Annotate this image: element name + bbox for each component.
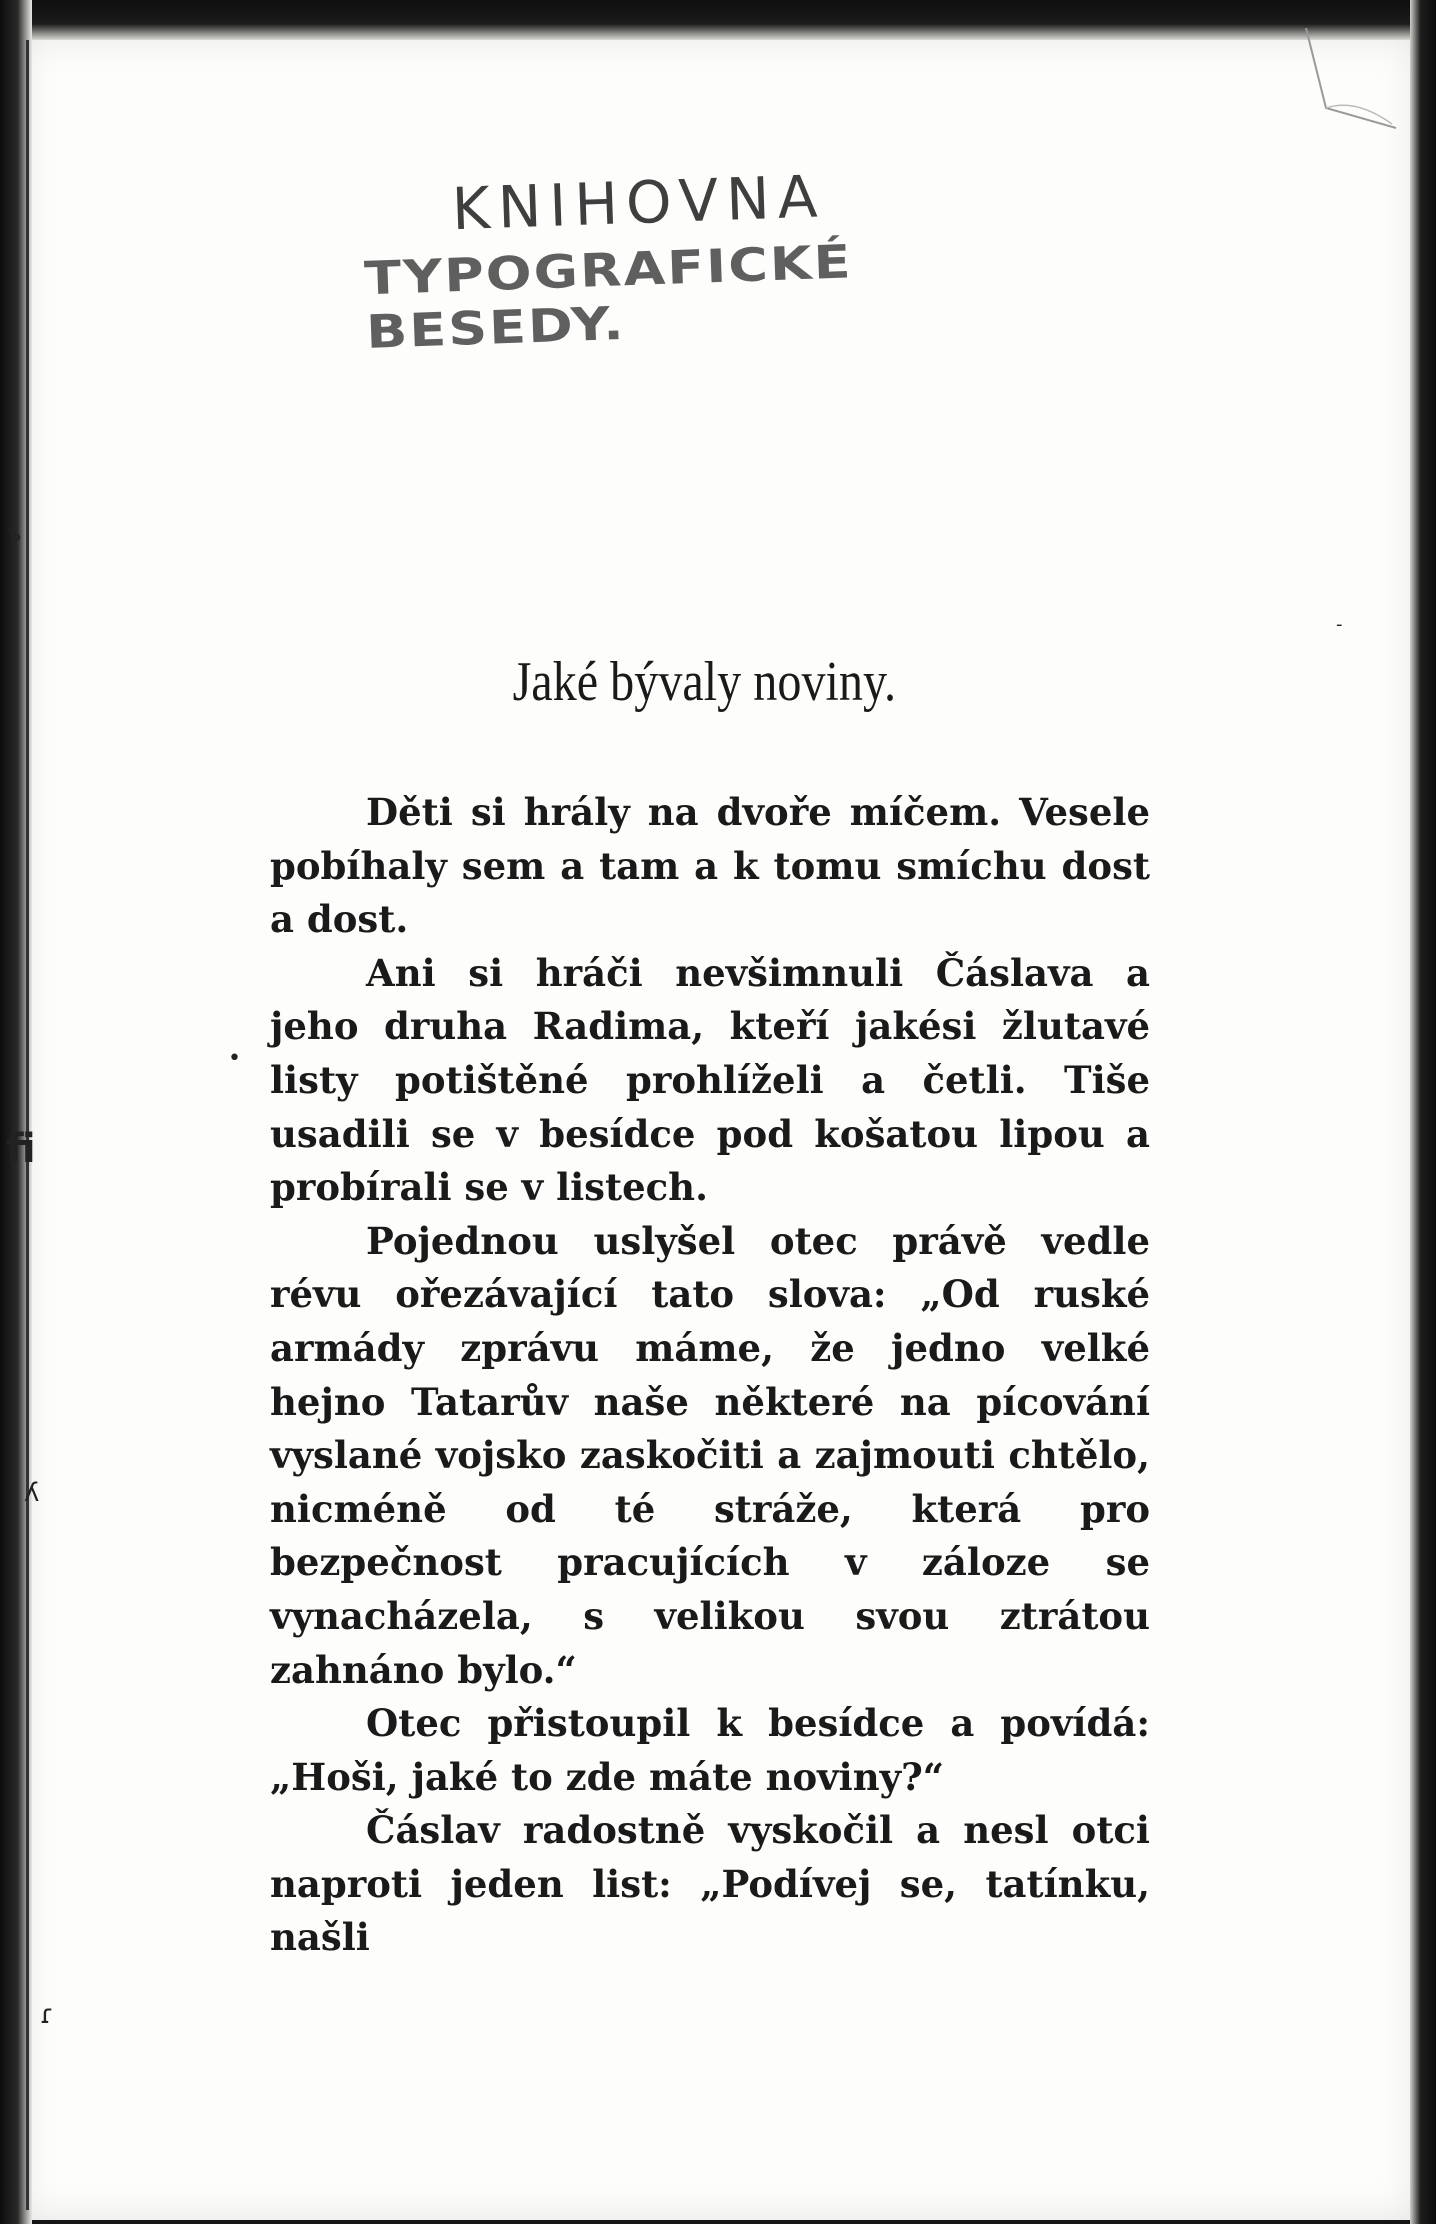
chapter-title: Jaké bývaly noviny. [512,651,896,713]
right-scan-border [1410,0,1436,2224]
corner-fold-mark [1296,28,1406,138]
paragraph: Čáslav radostně vyskočil a nesl otci naproti jeden list: „Podívej se, tatínku, našli [270,1808,1150,1960]
scanned-page: ъ ﬁ ʎ ɾ - • KNIHOVNA TYPOGRAFICKÉ BESEDY. Jaké bývaly noviny. Děti si hrály na dvoře míčem. Vesele pobíhaly sem a tam a k tomu smíchu dost a dost. Ani si hráči nevšimnuli Čáslava a jeho druha Radima, kteří jakési žlutavé listy potištěné prohlíželi a četli. Tiše usadili se v besídce pod košatou lipou a probírali se v listech. Pojednou uslyšel otec právě vedle révu ořezávající tato slova: „Od ruské armády zprávu máme, že jedno velké hejno Tatarův naše některé na pícování vyslané vojsko zaskočiti a zajmouti chtělo, nicméně od té stráže, která pro bezpečnost pracujících v záloze se vynacházela, s velikou svou ztrátou zahnáno bylo.“ Otec přistoupil k besídce a povídá: „Hoši, jaké to zde máte noviny?“ Čáslav radostně vyskočil a nesl otci naproti jeden list: „Podívej se, tatínku, našli [0,0,1436,2224]
paragraph: Děti si hrály na dvoře míčem. Vesele pobíhaly sem a tam a k tomu smíchu dost a dost. [270,790,1150,942]
top-scan-border [0,0,1436,40]
stamp-line-library: KNIHOVNA [450,162,827,244]
paragraph: Ani si hráči nevšimnuli Čáslava a jeho druha Radima, kteří jakési žlutavé listy potištěné prohlíželi a četli. Tiše usadili se v besídce pod košatou lipou a probírali se v listech. [270,950,1150,1210]
body-text [270,786,1150,1965]
stamp-line-society: TYPOGRAFICKÉ BESEDY. [363,234,854,359]
paragraph: Otec přistoupil k besídce a povídá: „Hoši, jaké to zde máte noviny?“ [270,1701,1150,1799]
paragraph: Pojednou uslyšel otec právě vedle révu ořezávající tato slova: „Od ruské armády zprávu máme, že jedno velké hejno Tatarův naše některé na pícování vyslané vojsko zaskočiti a zajmouti chtělo, nicméně od té stráže, která pro bezpečnost pracujících v záloze se vynacházela, s velikou svou ztrátou zahnáno bylo.“ [270,1218,1150,1692]
binding-edge-line [26,40,29,2210]
